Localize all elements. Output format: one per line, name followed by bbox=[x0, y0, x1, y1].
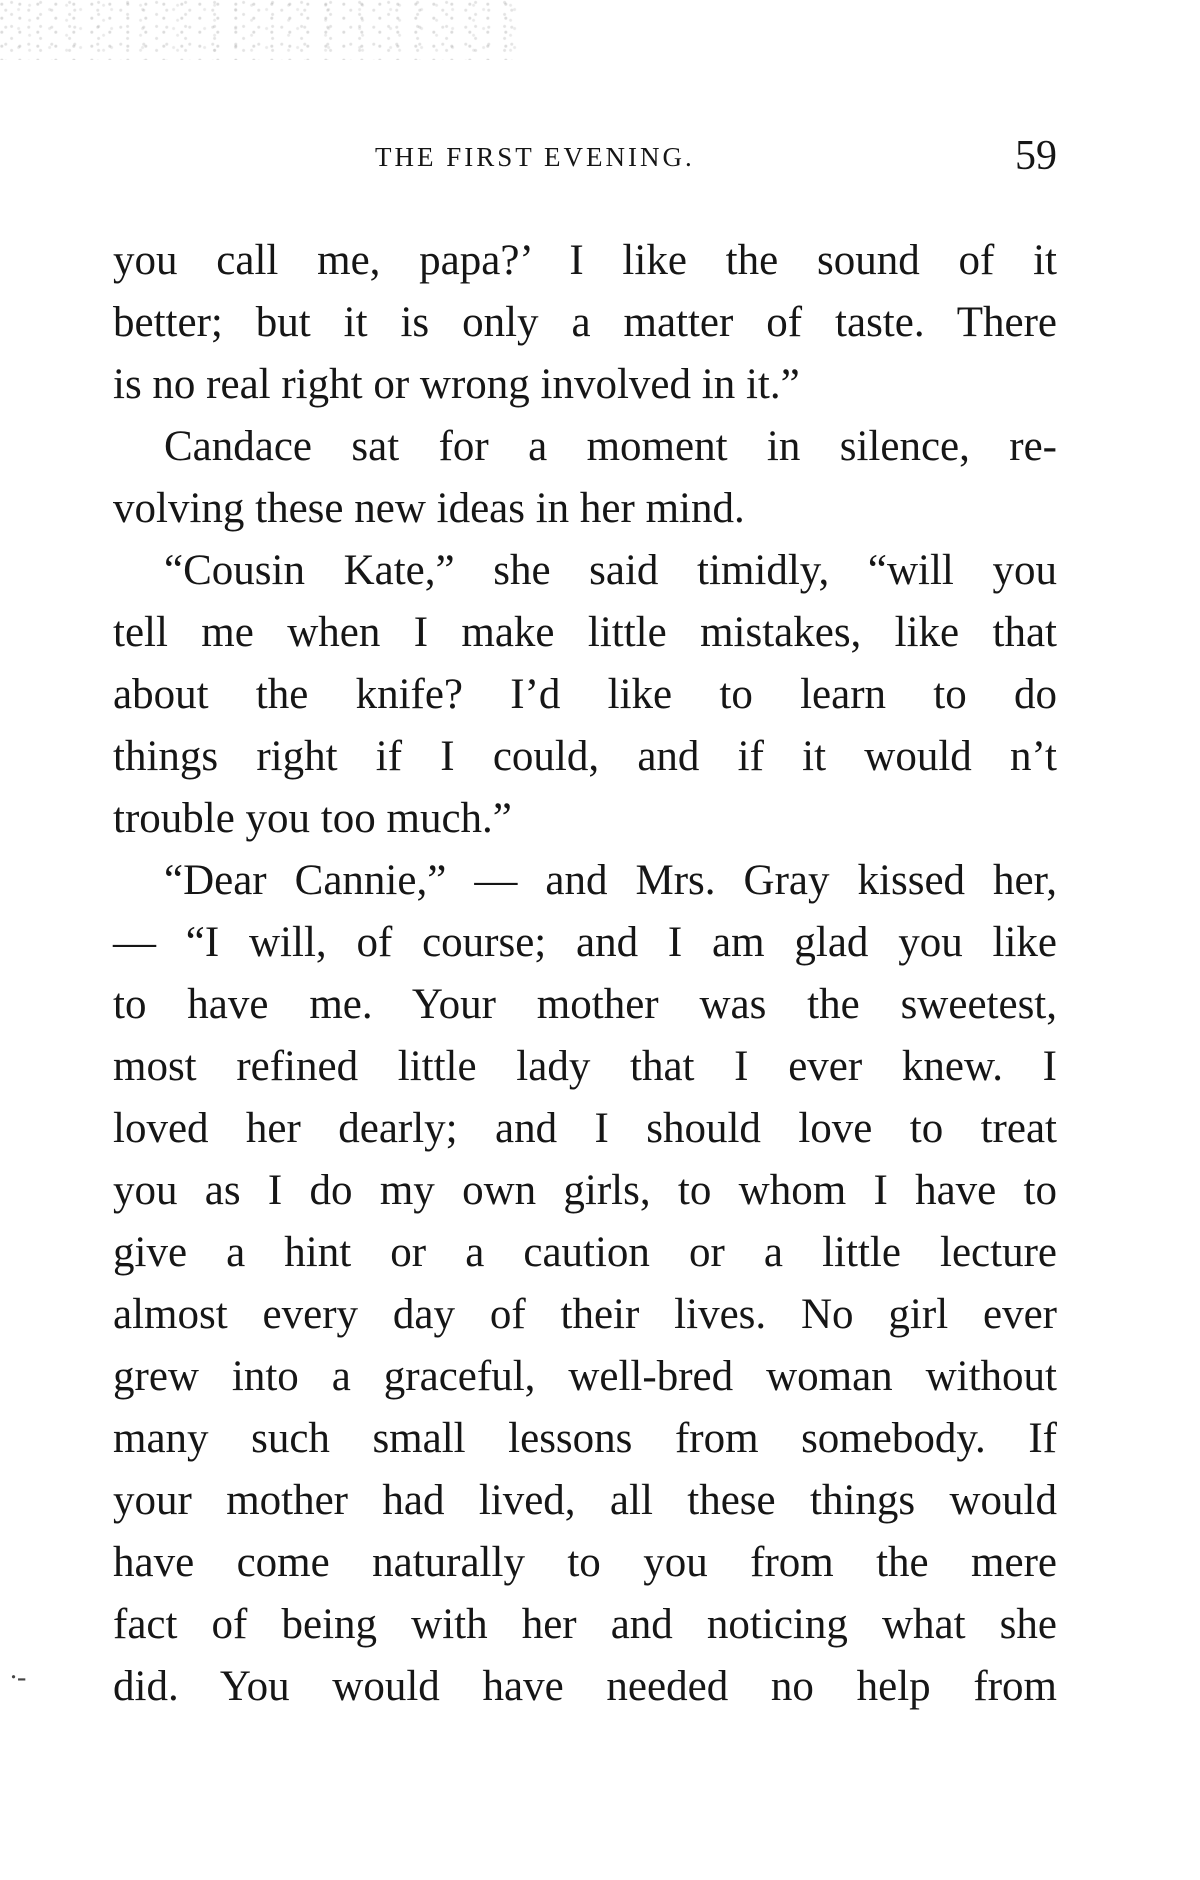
text-line: almost every day of their lives. No girl ever bbox=[113, 1291, 1057, 1338]
text-line: give a hint or a caution or a little lecture bbox=[113, 1229, 1057, 1276]
text-line: about the knife? I’d like to learn to do bbox=[113, 671, 1057, 718]
text-line: have come naturally to you from the mere bbox=[113, 1539, 1057, 1586]
text-line: Candace sat for a moment in silence, re- bbox=[164, 423, 1057, 470]
text-line: fact of being with her and noticing what she bbox=[113, 1601, 1057, 1648]
text-line: “Dear Cannie,” — and Mrs. Gray kissed her, bbox=[164, 857, 1057, 904]
text-line: your mother had lived, all these things would bbox=[113, 1477, 1057, 1524]
text-line: “Cousin Kate,” she said timidly, “will you bbox=[164, 547, 1057, 594]
page-number: 59 bbox=[1015, 133, 1057, 179]
text-line: — “I will, of course; and I am glad you like bbox=[113, 919, 1057, 966]
running-head bbox=[113, 133, 1057, 184]
text-line: loved her dearly; and I should love to treat bbox=[113, 1105, 1057, 1152]
running-head-title: THE FIRST EVENING. bbox=[375, 142, 695, 172]
text-line: did. You would have needed no help from bbox=[113, 1663, 1057, 1710]
text-line: you call me, papa?’ I like the sound of it bbox=[113, 237, 1057, 284]
text-line: trouble you too much.” bbox=[113, 795, 512, 842]
text-line: things right if I could, and if it would n’t bbox=[113, 733, 1057, 780]
text-line: you as I do my own girls, to whom I have to bbox=[113, 1167, 1057, 1214]
text-line: better; but it is only a matter of taste. There bbox=[113, 299, 1057, 346]
text-line: to have me. Your mother was the sweetest, bbox=[113, 981, 1057, 1028]
text-line: grew into a graceful, well-bred woman without bbox=[113, 1353, 1057, 1400]
text-line: is no real right or wrong involved in it.” bbox=[113, 361, 800, 408]
body-text bbox=[113, 230, 1057, 1718]
margin-mark: ∙- bbox=[10, 1662, 27, 1693]
scan-speckle bbox=[0, 0, 520, 60]
text-line: many such small lessons from somebody. If bbox=[113, 1415, 1057, 1462]
text-line: volving these new ideas in her mind. bbox=[113, 485, 745, 532]
text-line: tell me when I make little mistakes, like that bbox=[113, 609, 1057, 656]
text-line: most refined little lady that I ever knew. I bbox=[113, 1043, 1057, 1090]
